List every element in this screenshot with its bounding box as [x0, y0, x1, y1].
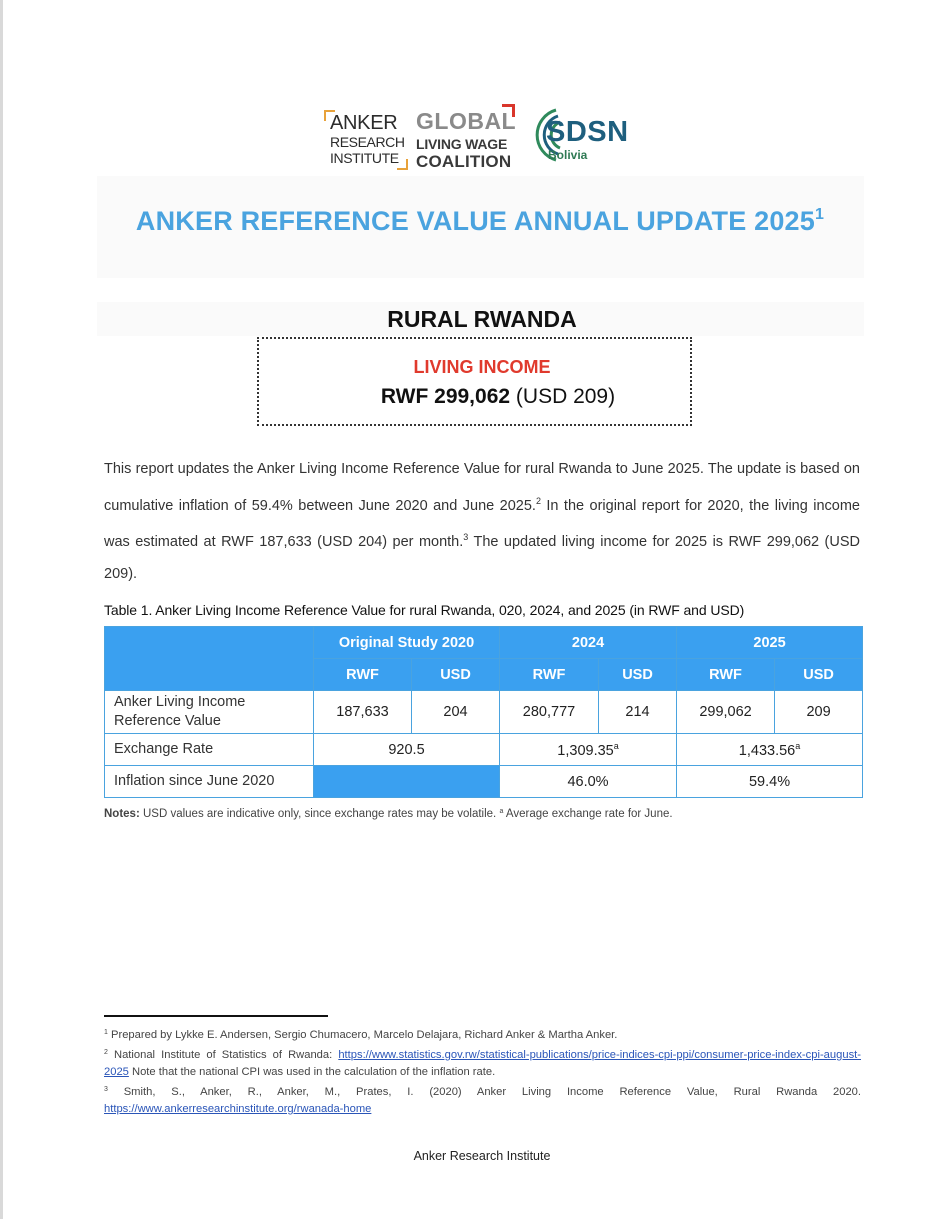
notes-text: Average exchange rate for June. [503, 808, 673, 820]
notes-text: USD values are indicative only, since exchange rates may be volatile. [139, 808, 500, 820]
living-income-usd: (USD 209) [515, 385, 616, 408]
logo-row [0, 104, 949, 174]
table-cell: 209 [775, 691, 863, 734]
table-row-label: Inflation since June 2020 [105, 766, 314, 798]
footnote-text: Note that the national CPI was used in the calculation of the inflation rate. [128, 1066, 496, 1078]
footnote-number: 3 [104, 1086, 108, 1093]
footnote-2 [104, 1044, 861, 1081]
paragraph-text: The updated living income for 2025 is RWF 299,062 (USD 209). [104, 534, 861, 582]
table-notes [104, 808, 864, 820]
footnote-divider [104, 1015, 328, 1017]
note-mark: a [499, 808, 504, 815]
paragraph-text: In the original report for 2020, the living income was estimated at RWF 187,633 (USD 204) per month. [104, 497, 860, 550]
table-cell: 187,633 [314, 691, 412, 734]
sdsn-bolivia-logo [526, 104, 636, 166]
living-income-value [0, 385, 949, 409]
sdsn-logo-sub: Bolivia [548, 148, 588, 162]
living-income-box [257, 337, 692, 426]
table-header-currency: USD [775, 659, 863, 691]
footnote-text: Smith, S., Anker, R., Anker, M., Prates, I. (2020) Anker Living Income Reference Value, Rural Rwanda 2020. [107, 1086, 861, 1098]
sdsn-logo-name: SDSN [546, 116, 629, 148]
table-cell: 59.4% [677, 766, 863, 798]
anker-logo-line1: ANKER [330, 112, 398, 134]
table-row [105, 766, 863, 798]
footnote-text: Prepared by Lykke E. Andersen, Sergio Chumacero, Marcelo Delajara, Richard Anker & Martha Anker. [107, 1029, 618, 1041]
table-cell-value: 1,309.35 [557, 742, 614, 759]
table-row [105, 691, 863, 734]
table-cell: 46.0% [500, 766, 677, 798]
table-cell: 920.5 [314, 734, 500, 766]
glwc-logo-line1: GLOBAL [416, 108, 517, 134]
living-income-label: LIVING INCOME [413, 357, 551, 377]
region-title: RURAL RWANDA [387, 306, 577, 332]
footnotes [104, 1024, 861, 1118]
page-edge [0, 0, 3, 1219]
table-header-currency: USD [412, 659, 500, 691]
global-living-wage-coalition-logo [416, 108, 516, 174]
table-cell: 214 [599, 691, 677, 734]
page-footer: Anker Research Institute [413, 1149, 551, 1163]
glwc-logo-line3: COALITION [416, 152, 512, 171]
page-title-text: ANKER REFERENCE VALUE ANNUAL UPDATE 2025 [135, 206, 815, 236]
anker-research-institute-logo [324, 110, 408, 170]
footnote-number: 2 [104, 1049, 108, 1056]
page-title [0, 206, 949, 237]
footnote-ref: 1 [815, 206, 825, 223]
footnote-text: National Institute of Statistics of Rwanda: [107, 1049, 339, 1061]
table-caption: Table 1. Anker Living Income Reference Value for rural Rwanda, 020, 2024, and 2025 (in RWF and USD) [104, 602, 745, 618]
living-income-rwf: RWF 299,062 [380, 385, 511, 408]
table-cell: 280,777 [500, 691, 599, 734]
nisr-cpi-link[interactable]: https://www.statistics.gov.rw/statistical-publications/price-indices-cpi-ppi/consumer-price-index-cpi-august-2025 [104, 1049, 861, 1078]
intro-paragraph [104, 454, 860, 590]
table-cell-empty [314, 766, 500, 798]
table-row [105, 734, 863, 766]
anker-logo-line2: RESEARCH [330, 134, 405, 150]
footnote-ref: 3 [463, 532, 469, 542]
table-cell [677, 734, 863, 766]
table-header-group: 2025 [677, 627, 863, 659]
anker-logo-line3: INSTITUTE [330, 150, 399, 166]
glwc-logo-line2: LIVING WAGE [416, 136, 508, 152]
table-cell: 299,062 [677, 691, 775, 734]
footnote-3 [104, 1081, 861, 1118]
table-header-currency: RWF [314, 659, 412, 691]
table-header-group: 2024 [500, 627, 677, 659]
table-header-row [105, 627, 863, 659]
table-cell-value: 1,433.56 [738, 742, 796, 759]
note-mark: a [613, 740, 619, 751]
footnote-ref: 2 [535, 495, 541, 506]
table-cell: 204 [412, 691, 500, 734]
paragraph-text: This report updates the Anker Living Income Reference Value for rural Rwanda to June 2025. The update is based on cumulative inflation of 59.4% between June 2020 and June 2025. [104, 461, 860, 514]
anker-rwanda-link[interactable]: https://www.ankerresearchinstitute.org/rwanada-home [104, 1103, 372, 1115]
table-header-currency: RWF [677, 659, 775, 691]
note-mark: a [795, 740, 801, 751]
table-row-label: Exchange Rate [105, 734, 314, 766]
table-header-currency: USD [599, 659, 677, 691]
table-header-blank [105, 627, 314, 691]
notes-label: Notes: [104, 808, 140, 820]
table-header-group: Original Study 2020 [314, 627, 500, 659]
table-cell [500, 734, 677, 766]
table-header-currency: RWF [500, 659, 599, 691]
reference-value-table [104, 626, 863, 798]
footnote-1 [104, 1024, 861, 1044]
table-row-label: Anker Living Income Reference Value [105, 691, 314, 734]
footnote-number: 1 [104, 1029, 108, 1036]
